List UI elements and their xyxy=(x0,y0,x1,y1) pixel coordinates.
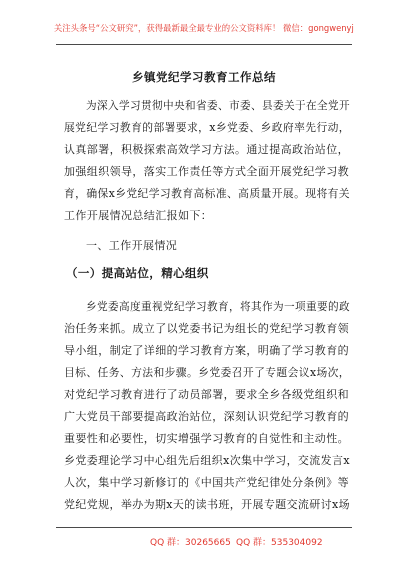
intro-paragraph xyxy=(64,95,350,227)
paragraph-line: 党纪党规，举办为期x天的读书班，开展专题交流研讨x场 xyxy=(64,498,350,511)
header-divider xyxy=(56,44,352,45)
paragraph-line: 对党纪学习教育进行了动员部署，要求全乡各级党组织和 xyxy=(64,388,349,401)
paragraph-line: 乡党委理论学习中心组先后组织x次集中学习，交流发言x xyxy=(64,454,350,467)
paragraph-line: 人次，集中学习新修订的《中国共产党纪律处分条例》等 xyxy=(64,476,349,489)
paragraph-line: 治任务来抓。成立了以党委书记为组长的党纪学习教育领 xyxy=(64,322,349,335)
paragraph-line: 认真部署，积极探索高效学习方法。通过提高政治站位， xyxy=(64,143,349,156)
body-paragraph xyxy=(64,296,350,516)
qq-group-left: QQ 群：30265665 xyxy=(150,538,231,548)
paragraph-line: 乡党委高度重视党纪学习教育，将其作为一项重要的政 xyxy=(86,300,350,313)
paragraph-line: 广大党员干部要提高政治站位，深刻认识党纪学习教育的 xyxy=(64,410,349,423)
paragraph-line: 导小组，制定了详细的学习教育方案，明确了学习教育的 xyxy=(64,344,349,357)
qq-group-right: QQ 群：535304092 xyxy=(236,538,323,548)
footer-divider xyxy=(56,527,352,528)
header-promo: 关注头条号“公文研究”，获得最新最全最专业的公文资料库！ 微信：gongwenyj xyxy=(54,24,354,34)
subsection-heading: （一）提高站位，精心组织 xyxy=(66,266,209,280)
paragraph-line: 工作开展情况总结汇报如下： xyxy=(64,209,213,222)
paragraph-line: 育，确保x乡党纪学习教育高标准、高质量开展。现将有关 xyxy=(64,187,350,200)
paragraph-line: 目标、任务、方法和步骤。乡党委召开了专题会议x场次， xyxy=(64,366,350,379)
paragraph-line: 为深入学习贯彻中央和省委、市委、县委关于在全党开 xyxy=(86,99,350,112)
paragraph-line: 展党纪学习教育的部署要求，x乡党委、乡政府率先行动， xyxy=(64,121,350,134)
paragraph-line: 重要性和必要性，切实增强学习教育的自觉性和主动性。 xyxy=(64,432,349,445)
section-heading: 一、工作开展情况 xyxy=(86,239,178,252)
paragraph-line: 加强组织领导，落实工作责任等方式全面开展党纪学习教 xyxy=(64,165,349,178)
document-title: 乡镇党纪学习教育工作总结 xyxy=(132,70,276,84)
